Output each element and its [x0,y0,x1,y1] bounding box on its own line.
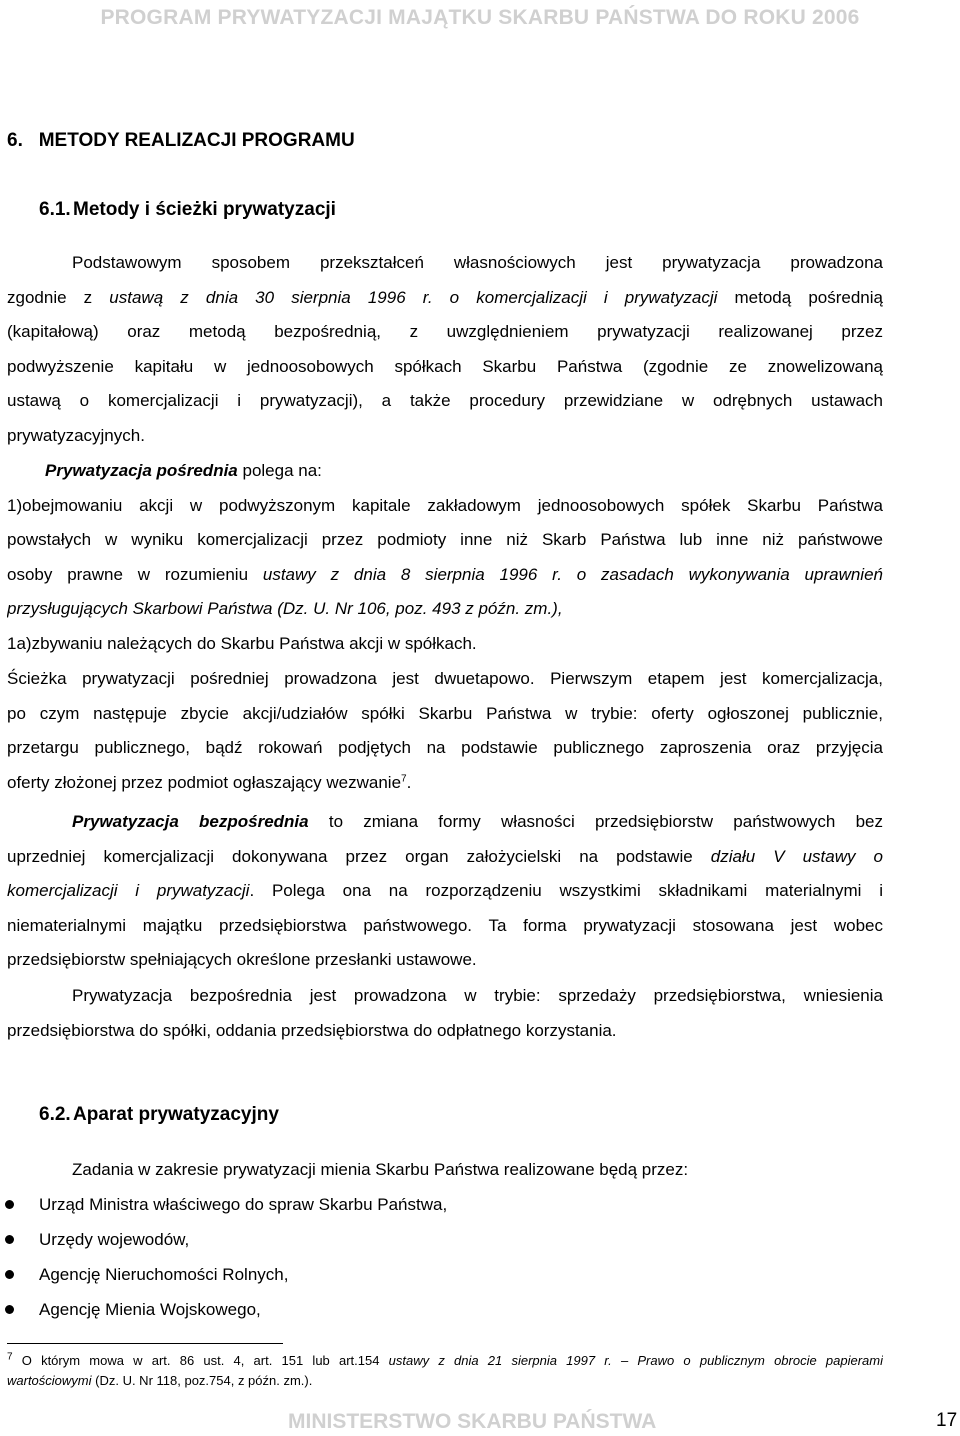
text-line: Zadania w zakresie prywatyzacji mienia Skarbu Państwa realizowane będą przez: [72,1160,689,1179]
section-number: 6. [7,130,23,151]
institutions-list [0,1187,900,1327]
text-line: przysługujących Skarbowi Państwa (Dz. U. Nr 106, poz. 493 z późn. zm.), [7,599,563,619]
subsection-heading-6-2 [39,1104,279,1126]
text-line: Ścieżka prywatyzacji pośredniej prowadzona jest dwuetapowo. Pierwszym etapem jest komercjalizacja, [7,669,883,688]
paragraph-intro [7,246,883,454]
list-item: Agencję Nieruchomości Rolnych, [0,1257,900,1292]
text-line: Podstawowym sposobem przekształceń własnościowych jest prywatyzacja prowadzona [72,253,883,272]
footnote [7,1351,883,1391]
subsection-number: 6.1. [39,199,71,220]
list-item: Agencję Mienia Wojskowego, [0,1292,900,1327]
running-header: PROGRAM PRYWATYZACJI MAJĄTKU SKARBU PAŃSTWA DO ROKU 2006 [100,6,860,29]
text-line: Prywatyzacja pośrednia polega na: [45,461,322,480]
text-line: Prywatyzacja bezpośrednia jest prowadzona w trybie: sprzedaży przedsiębiorstwa, wniesienia [72,986,883,1005]
text-line: uprzedniej komercjalizacji dokonywana przez organ założycielski na podstawie działu V ustawy o [7,846,883,866]
text-line: 1a)zbywaniu należących do Skarbu Państwa akcji w spółkach. [7,633,477,653]
footnote-line: $^7$ O którym mowa w art. 86 ust. 4, art. 151 lub art.154 ustawy z dnia 21 sierpnia 1997 r. – Prawo o publicznym obrocie papierami [7,1351,883,1368]
text-line: prywatyzacyjnych. [7,425,145,445]
text-line: zgodnie z ustawą z dnia 30 sierpnia 1996 r. o komercjalizacji i prywatyzacji metodą pośrednią [7,287,883,307]
text-line: przedsiębiorstwa do spółki, oddania przedsiębiorstwa do odpłatnego korzystania. [7,1020,617,1040]
term-indirect: Prywatyzacja pośrednia [45,461,238,480]
subsection-heading-6-1 [39,199,336,221]
list-item: Urząd Ministra właściwego do spraw Skarbu Państwa, [0,1187,900,1222]
bullet-icon [5,1200,14,1209]
text-line: (kapitałową) oraz metodą bezpośrednią, z uwzględnieniem prywatyzacji realizowanej przez [7,322,883,342]
paragraph-indirect-path [7,662,883,800]
text-line: powstałych w wyniku komercjalizacji przez podmioty inne niż Skarb Państwa lub inne niż państwowe [7,530,883,550]
text-line: oferty złożonej przez podmiot ogłaszający wezwanie$^7$. [7,772,412,792]
term-direct: Prywatyzacja bezpośrednia [72,812,309,831]
bullet-icon [5,1270,14,1279]
text-line: niematerialnymi majątku przedsiębiorstwa państwowego. Ta forma prywatyzacji stosowana jest wobec [7,915,883,935]
text-line: 1)obejmowaniu akcji w podwyższonym kapitale zakładowym jednoosobowych spółek Skarbu Państwa [7,495,883,515]
subsection-title: Aparat prywatyzacyjny [73,1104,279,1125]
text-line: przedsiębiorstw spełniających określone przesłanki ustawowe. [7,950,477,970]
paragraph-direct [7,805,883,978]
bullet-icon [5,1235,14,1244]
page-number: 17 [936,1410,958,1431]
text-line: Prywatyzacja bezpośrednia to zmiana formy własności przedsiębiorstw państwowych bez [72,812,883,831]
footnote-line: wartościowymi (Dz. U. Nr 118, poz.754, z późn. zm.). [7,1373,313,1388]
bullet-icon [5,1305,14,1314]
paragraph-indirect [7,454,883,662]
section-title: METODY REALIZACJI PROGRAMU [38,130,355,151]
footnote-separator [7,1343,283,1344]
subsection-number: 6.2. [39,1104,71,1125]
text-line: osoby prawne w rozumieniu ustawy z dnia 8 sierpnia 1996 r. o zasadach wykonywania uprawnień [7,564,883,584]
text-line: przetargu publicznego, bądź rokowań podjętych na podstawie publicznego zaproszenia oraz przyjęcia [7,738,883,758]
paragraph-apparatus [7,1153,883,1188]
footnote-ref: 7 [401,773,407,785]
list-item: Urzędy wojewodów, [0,1222,900,1257]
running-footer: MINISTERSTWO SKARBU PAŃSTWA [288,1410,657,1433]
text-line: podwyższenie kapitału w jednoosobowych spółkach Skarbu Państwa (zgodnie ze znowelizowaną [7,356,883,376]
subsection-title: Metody i ścieżki prywatyzacji [73,199,336,220]
text-line: po czym następuje zbycie akcji/udziałów spółki Skarbu Państwa w trybie: oferty ogłoszonej publicznie, [7,703,883,723]
footnote-number: 7 [7,1351,13,1363]
paragraph-direct-mode [7,979,883,1048]
text-line: ustawą o komercjalizacji i prywatyzacji), a także procedury przewidziane w odrębnych ustawach [7,391,883,411]
text-line: komercjalizacji i prywatyzacji. Polega ona na rozporządzeniu wszystkimi składnikami materialnymi i [7,881,883,901]
section-heading [7,130,355,152]
